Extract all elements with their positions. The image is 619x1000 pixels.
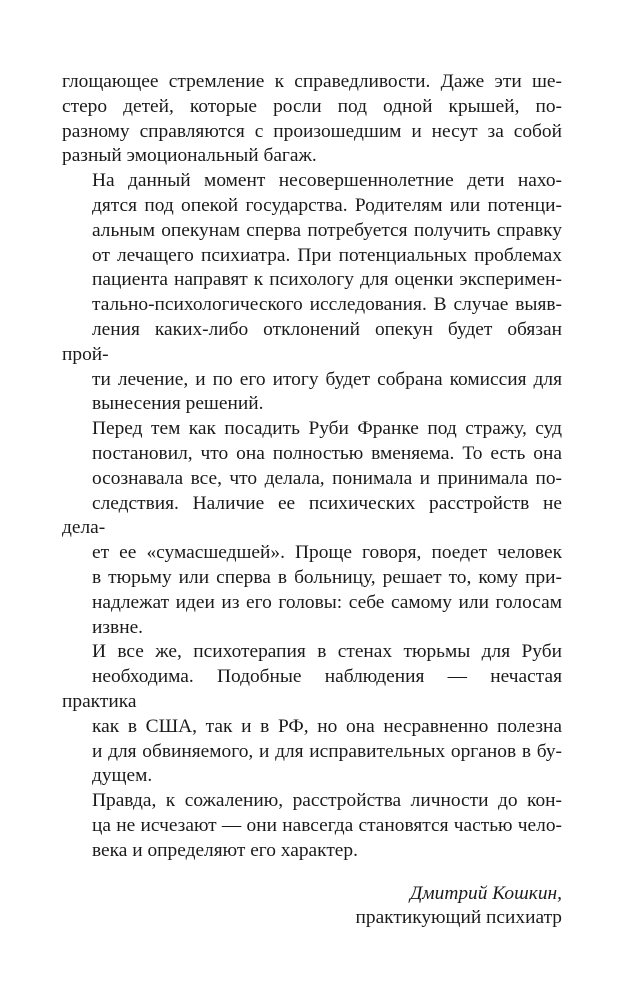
text-line: извне. xyxy=(92,616,144,638)
text-line: от лечащего психиатра. При потенциальных проблемах xyxy=(92,244,562,266)
text-line: разный эмоциональный багаж. xyxy=(62,145,317,167)
body-text xyxy=(62,70,562,864)
text-line: и для обвиняемого, и для исправительных органов в бу- xyxy=(92,740,562,762)
text-line: ца не исчезают — они навсегда становятся частью чело- xyxy=(92,814,562,836)
paragraph xyxy=(62,640,562,789)
text-line: глощающее стремление к справедливости. Даже эти ше- xyxy=(62,71,562,92)
signature-author: Дмитрий Кошкин, xyxy=(409,882,562,904)
signature-role: практикующий психиатр xyxy=(355,907,562,929)
text-line: дущем. xyxy=(92,765,153,787)
text-line: разному справляются с произошедшим и несут за собой xyxy=(62,120,562,142)
text-line: Перед тем как посадить Руби Франке под стражу, суд xyxy=(92,418,562,440)
text-line: И все же, психотерапия в стенах тюрьмы для Руби xyxy=(92,641,562,663)
text-line: ления каких-либо отклонений опекун будет обязан прой- xyxy=(62,318,562,365)
text-line: необходима. Подобные наблюдения — нечастая практика xyxy=(62,666,562,712)
paragraph xyxy=(62,789,562,863)
text-line: вынесения решений. xyxy=(92,393,264,415)
text-line: стеро детей, которые росли под одной крышей, по- xyxy=(62,95,562,117)
text-line: тально-психологического исследования. В случае выяв- xyxy=(92,294,562,316)
paragraph xyxy=(62,70,562,169)
text-line: Правда, к сожалению, расстройства личности до кон- xyxy=(92,790,562,812)
text-line: следствия. Наличие ее психических расстройств не дела- xyxy=(62,492,562,539)
signature-block xyxy=(62,882,562,932)
text-line: дятся под опекой государства. Родителям или потенци- xyxy=(92,194,562,216)
paragraph xyxy=(62,417,562,640)
text-line: надлежат идеи из его головы: себе самому или голосам xyxy=(92,591,562,613)
text-line: в тюрьму или сперва в больницу, решает то, кому при- xyxy=(92,566,562,588)
text-line: ти лечение, и по его итогу будет собрана комиссия для xyxy=(92,368,562,390)
text-line: пациента направят к психологу для оценки эксперимен- xyxy=(92,269,562,291)
text-line: осознавала все, что делала, понимала и принимала по- xyxy=(92,467,562,489)
text-line: альным опекунам сперва потребуется получить справку xyxy=(92,219,562,241)
text-line: постановил, что она полностью вменяема. То есть она xyxy=(92,442,562,464)
text-line: На данный момент несовершеннолетние дети нахо- xyxy=(92,170,562,192)
text-line: как в США, так и в РФ, но она несравненно полезна xyxy=(92,715,562,737)
paragraph xyxy=(62,169,562,417)
text-line: века и определяют его характер. xyxy=(92,839,358,861)
text-line: ет ее «сумасшедшей». Проще говоря, поедет человек xyxy=(92,542,562,564)
document-page xyxy=(62,70,562,931)
